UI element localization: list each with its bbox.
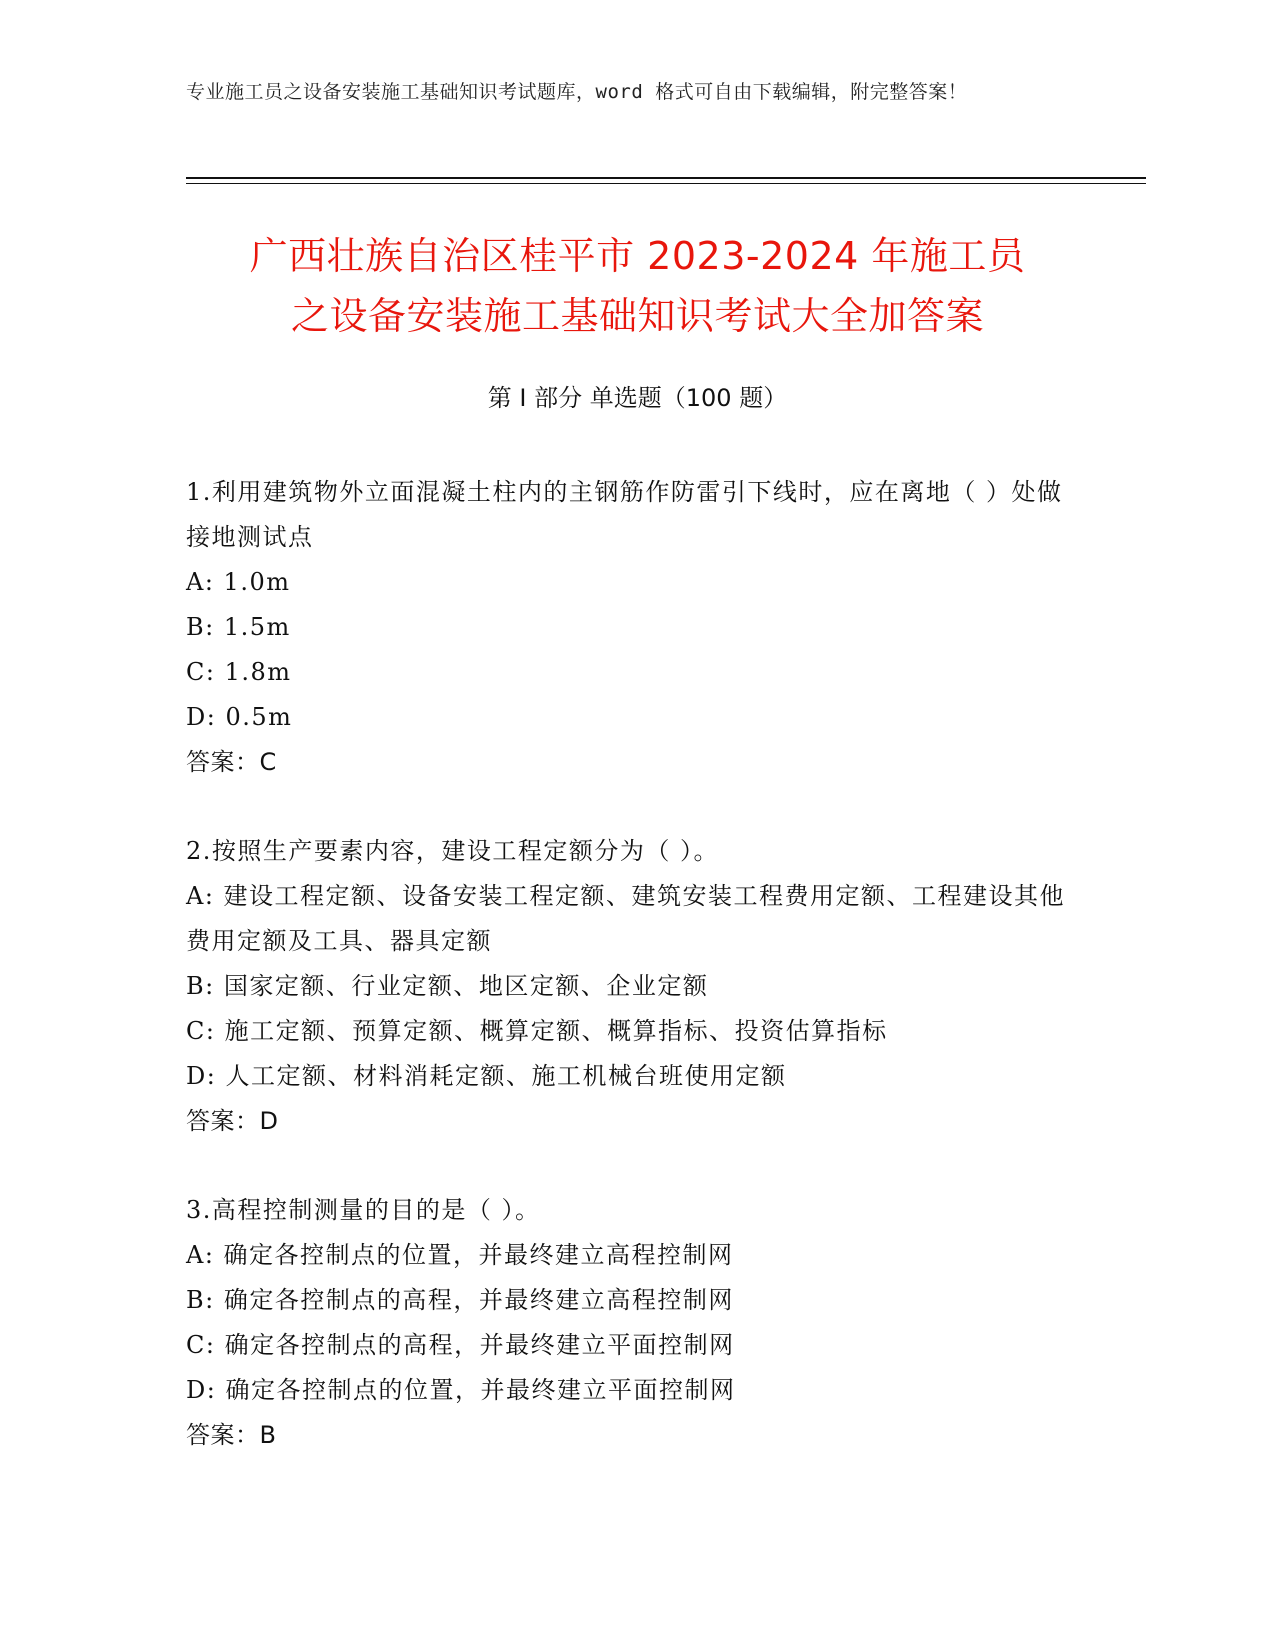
answer-key: 答案：C <box>186 748 277 776</box>
option-a: A: 确定各控制点的位置，并最终建立高程控制网 <box>186 1241 734 1269</box>
answer-key: 答案：D <box>186 1107 279 1135</box>
question-1 <box>186 470 1086 785</box>
option-c: C: 1.8m <box>186 658 292 686</box>
option-d: D: 确定各控制点的位置，并最终建立平面控制网 <box>186 1376 736 1404</box>
header-divider-thin <box>186 183 1146 184</box>
section-heading: 第 I 部分 单选题（100 题） <box>487 384 788 412</box>
document-title-line-1: 广西壮族自治区桂平市 2023-2024 年施工员 <box>249 234 1026 278</box>
option-c: C: 确定各控制点的高程，并最终建立平面控制网 <box>186 1331 735 1359</box>
question-3 <box>186 1188 1086 1458</box>
option-a: A: 1.0m <box>186 568 291 596</box>
document-title <box>160 226 1115 346</box>
question-stem: 2.按照生产要素内容，建设工程定额分为（ ）。 <box>186 837 720 865</box>
question-2 <box>186 829 1086 1144</box>
document-title-line-2: 之设备安装施工基础知识考试大全加答案 <box>290 294 984 338</box>
option-a: A: 建设工程定额、设备安装工程定额、建筑安装工程费用定额、工程建设其他费用定额及工具、器具定额 <box>186 882 1066 955</box>
header-divider-thick <box>186 177 1146 179</box>
option-b: B: 国家定额、行业定额、地区定额、企业定额 <box>186 972 709 1000</box>
header-note: 专业施工员之设备安装施工基础知识考试题库，word 格式可自由下载编辑，附完整答案！ <box>186 81 968 103</box>
option-d: D: 0.5m <box>186 703 293 731</box>
answer-key: 答案：B <box>186 1421 277 1449</box>
option-b: B: 确定各控制点的高程，并最终建立高程控制网 <box>186 1286 734 1314</box>
option-b: B: 1.5m <box>186 613 291 641</box>
option-d: D: 人工定额、材料消耗定额、施工机械台班使用定额 <box>186 1062 787 1090</box>
option-c: C: 施工定额、预算定额、概算定额、概算指标、投资估算指标 <box>186 1017 888 1045</box>
question-stem: 3.高程控制测量的目的是（ ）。 <box>186 1196 541 1224</box>
question-stem: 1.利用建筑物外立面混凝土柱内的主钢筋作防雷引下线时，应在离地（ ）处做接地测试点 <box>186 478 1063 551</box>
question-list <box>186 470 1086 1502</box>
